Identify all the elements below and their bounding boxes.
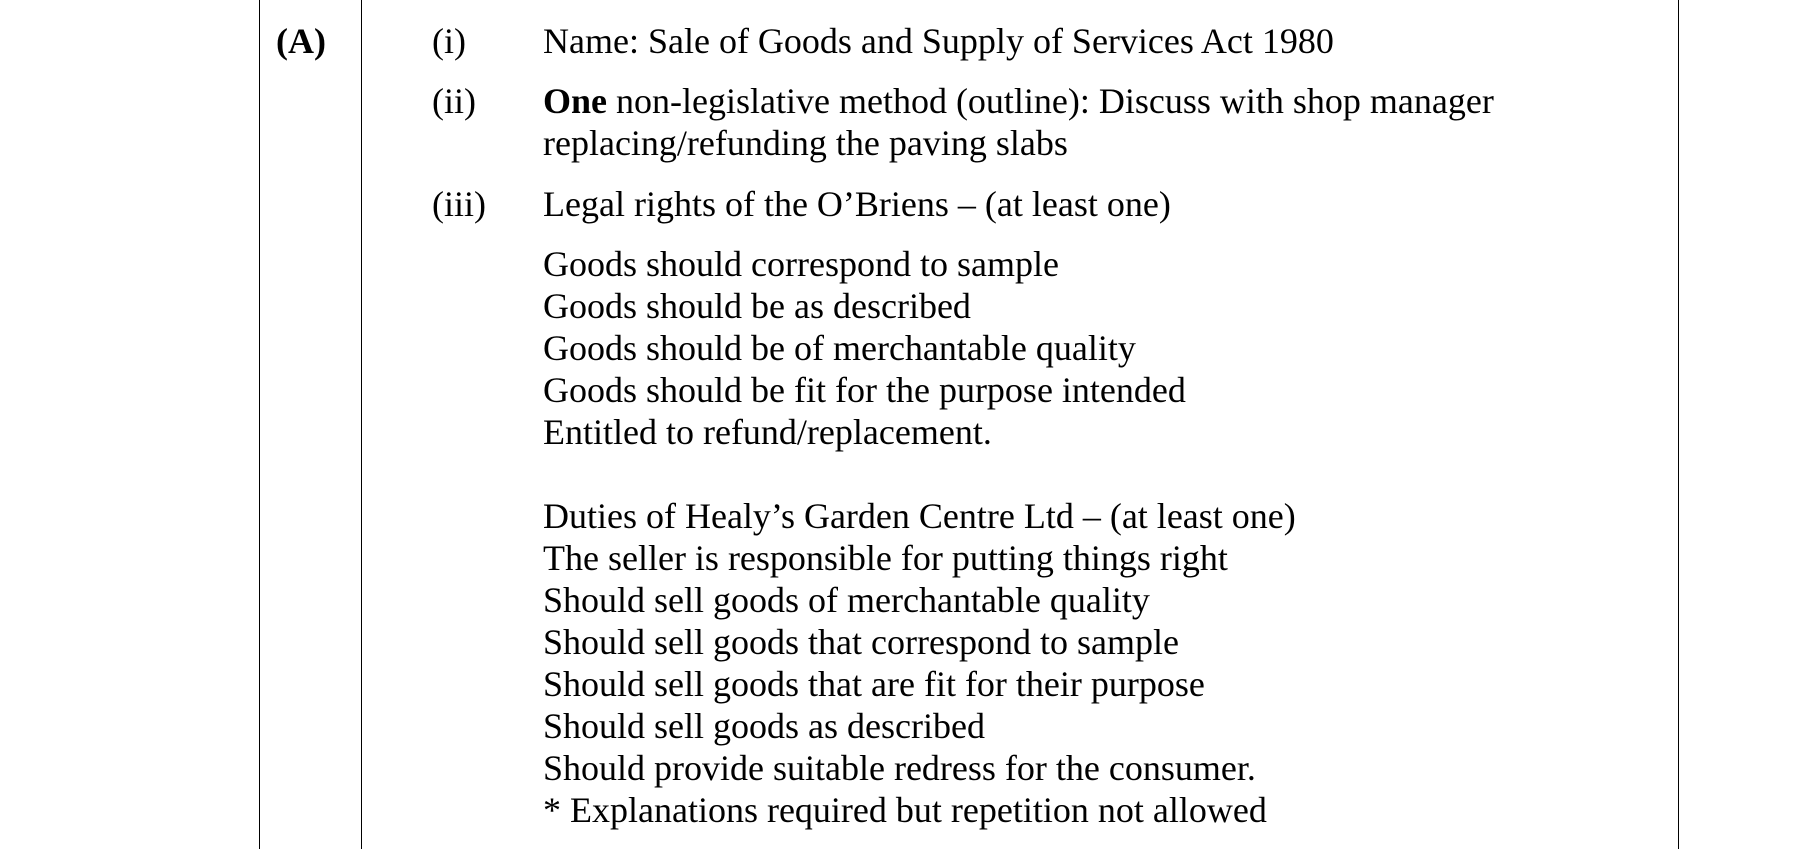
rights-line: Goods should be as described: [543, 286, 971, 326]
table-border-right: [1678, 0, 1679, 849]
duties-line: Should sell goods that correspond to sample: [543, 622, 1179, 662]
item-text-i: Name: Sale of Goods and Supply of Services Act 1980: [543, 21, 1334, 61]
item-text-ii-continued: replacing/refunding the paving slabs: [543, 123, 1068, 163]
item-text-iii: Legal rights of the O’Briens – (at least one): [543, 184, 1171, 224]
item-text-ii: [543, 80, 1494, 122]
duties-line: Should sell goods that are fit for their purpose: [543, 664, 1205, 704]
rights-line: Goods should correspond to sample: [543, 244, 1059, 284]
rights-line: Entitled to refund/replacement.: [543, 412, 992, 452]
duties-line: Should sell goods as described: [543, 706, 985, 746]
footnote: * Explanations required but repetition not allowed: [543, 790, 1267, 830]
item-number-iii: (iii): [432, 184, 486, 224]
rights-line: Goods should be of merchantable quality: [543, 328, 1136, 368]
item-number-i: (i): [432, 21, 466, 61]
rights-line: Goods should be fit for the purpose intended: [543, 370, 1186, 410]
duties-line: The seller is responsible for putting things right: [543, 538, 1228, 578]
duties-line: Should sell goods of merchantable quality: [543, 580, 1150, 620]
duties-heading: Duties of Healy’s Garden Centre Ltd – (at least one): [543, 496, 1296, 536]
table-column-divider: [361, 0, 362, 849]
duties-line: Should provide suitable redress for the consumer.: [543, 748, 1256, 788]
item-text-ii-rest: non-legislative method (outline): Discuss with shop manager: [607, 81, 1494, 121]
item-number-ii: (ii): [432, 81, 476, 121]
emphasis-one: One: [543, 81, 608, 121]
table-border-left: [259, 0, 260, 849]
section-label: (A): [276, 21, 326, 61]
